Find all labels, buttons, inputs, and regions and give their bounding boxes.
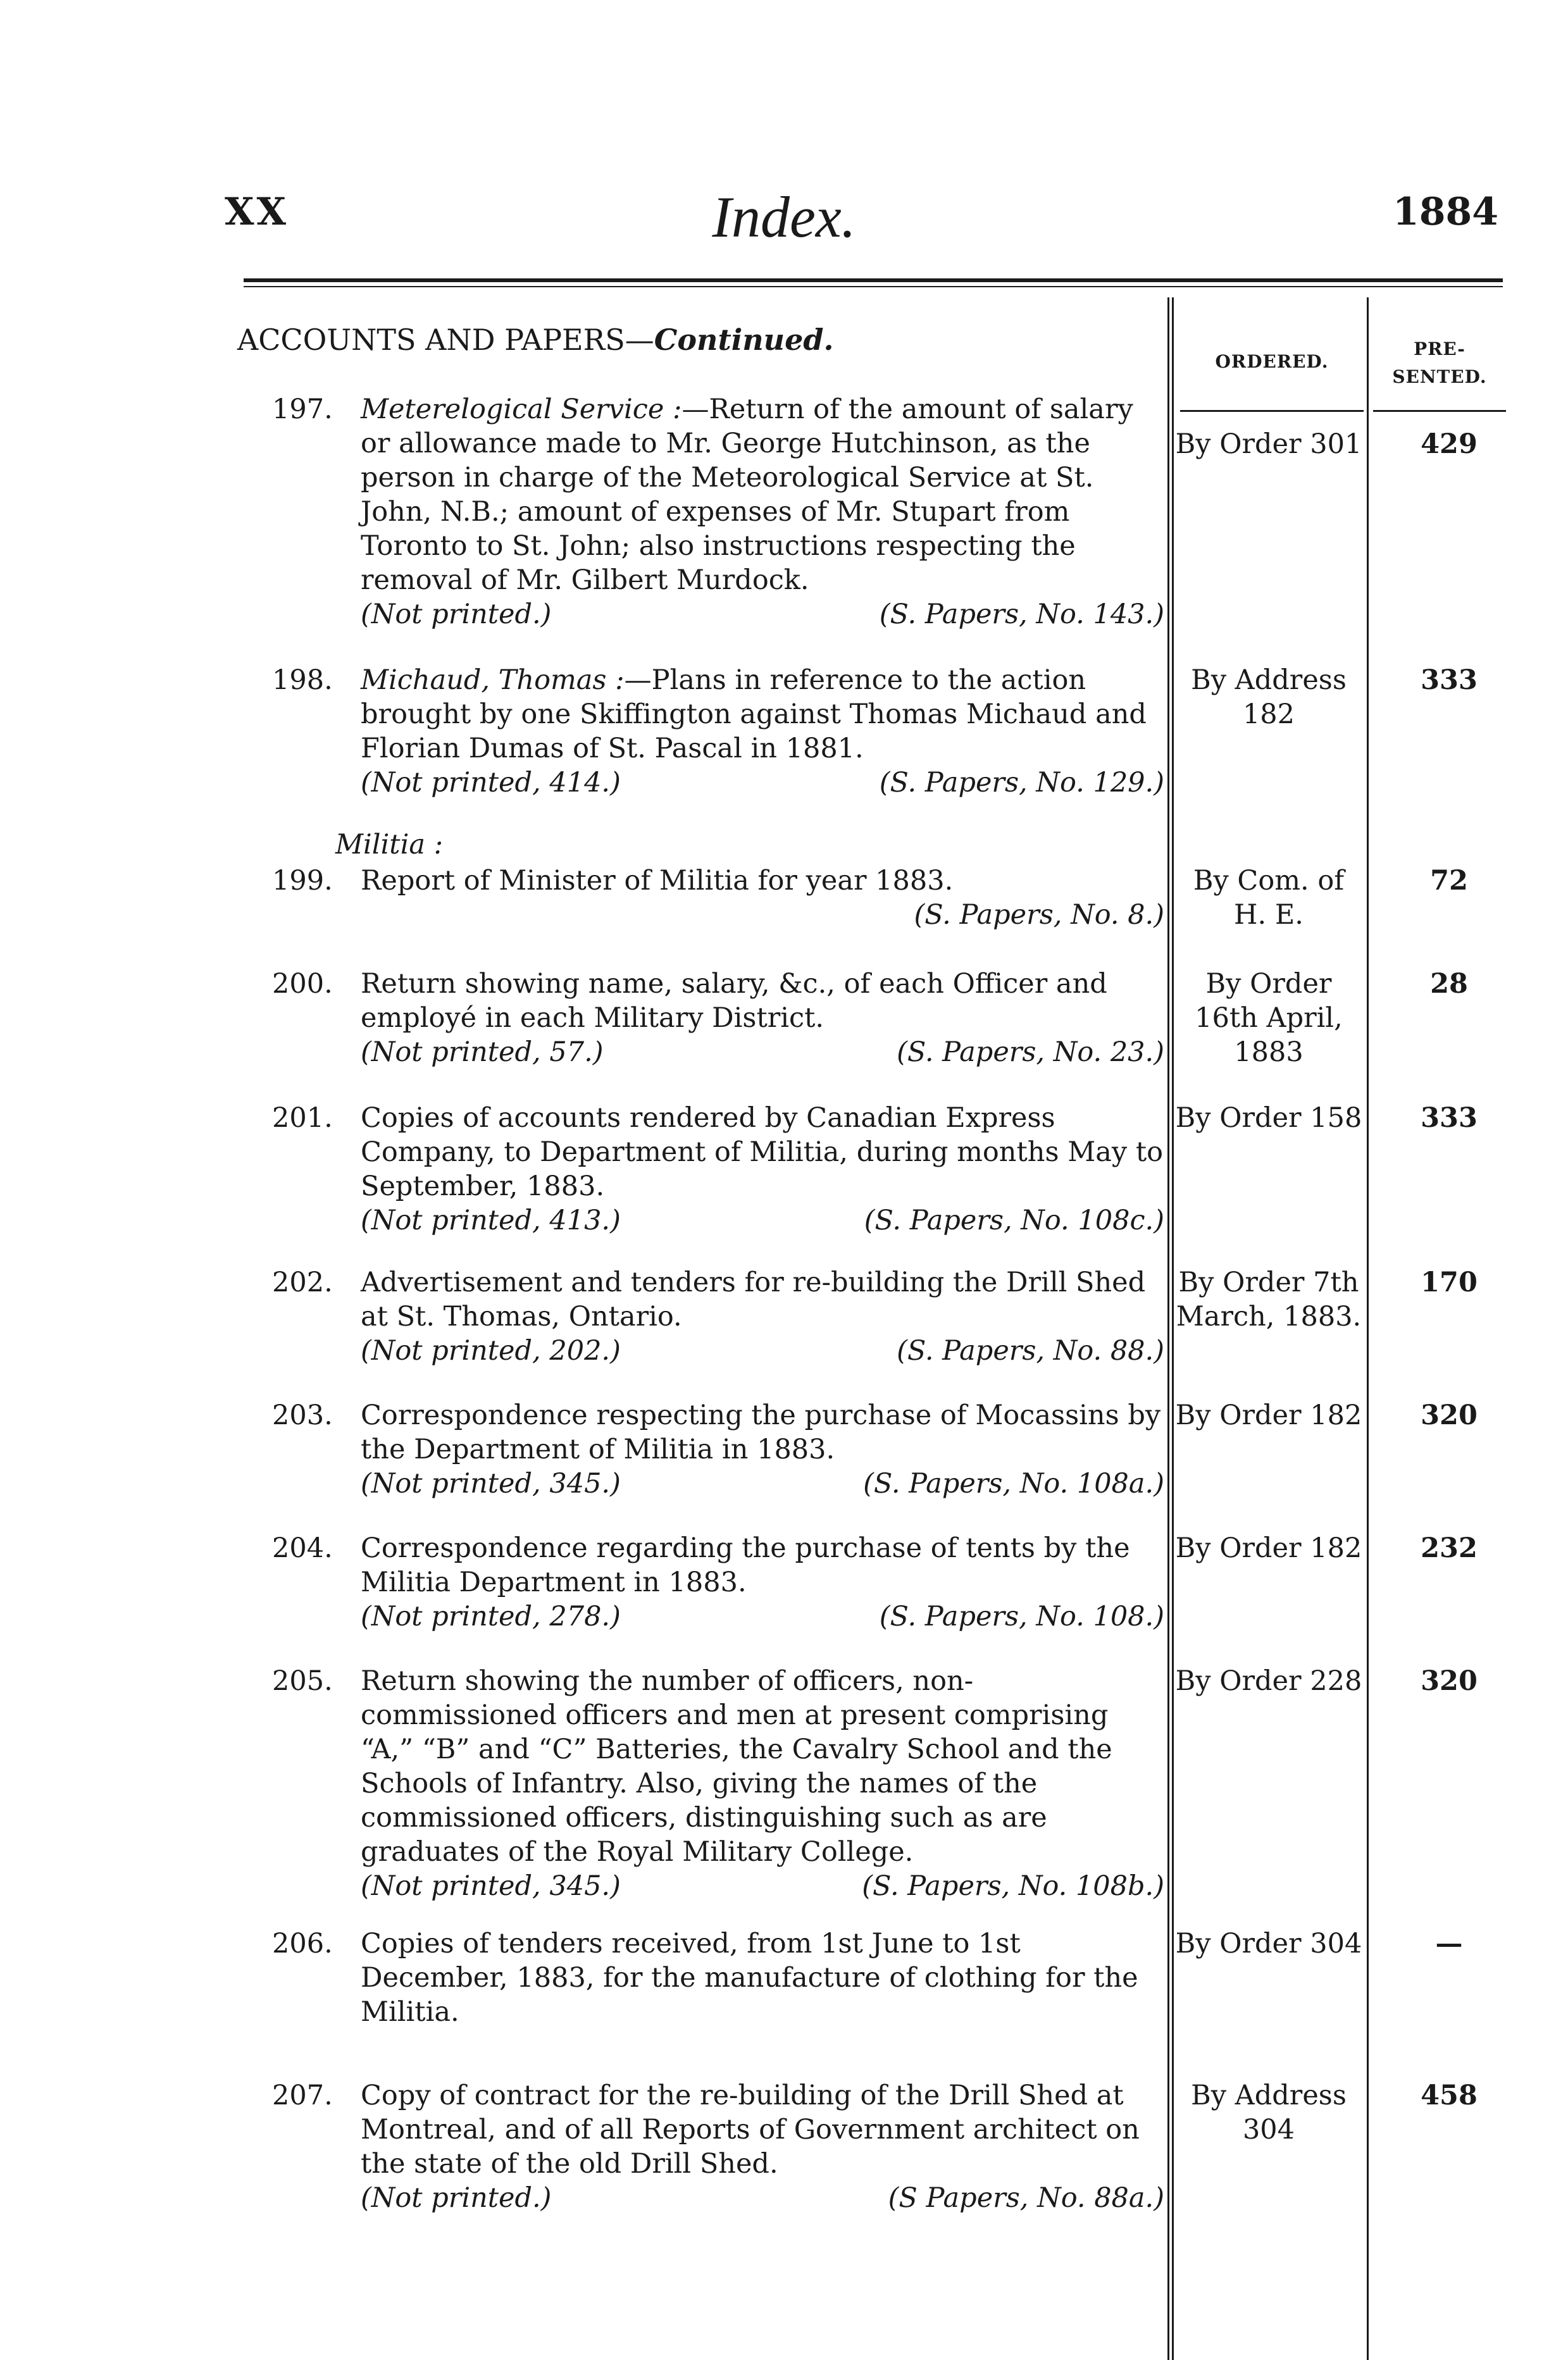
list-item: 204. Correspondence regarding the purchase of tents by the Militia Department in 1883. (Not printed, 278.) (S. Papers, No. 108.) [272, 1532, 1164, 1632]
ordered-column-header: ORDERED. [1215, 351, 1329, 372]
presented-column-header: PRE-SENTED. [1392, 338, 1487, 387]
list-item: 205. Return showing the number of officers, non-commissioned officers and men at present comprising “A,” “B” and “C” Batteries, the Cavalry School and the Schools of Infantry. Also, giving the names of the commissioned officers, distinguishing such as are graduates of the Royal Military College. (Not printed, 345.) (S. Papers, No. 108b.) [272, 1665, 1164, 1902]
presented-header-rule [1373, 410, 1506, 412]
ordered-cell: By Order 158 [1175, 1102, 1362, 1134]
presented-cell: 429 [1421, 428, 1478, 460]
presented-cell: 232 [1421, 1532, 1478, 1564]
presented-cell: — [1435, 1928, 1463, 1959]
presented-cell: 333 [1421, 664, 1478, 696]
column-divider-left-1 [1167, 297, 1169, 2360]
ordered-cell: By Address 182 [1191, 664, 1347, 730]
presented-cell: 28 [1430, 968, 1468, 1000]
ordered-cell: By Order 304 [1175, 1928, 1362, 1959]
list-item: 203. Correspondence respecting the purchase of Mocassins by the Department of Militia in 1883. (Not printed, 345.) (S. Papers, No. 108a.) [272, 1400, 1164, 1500]
section-code: XX [225, 190, 289, 234]
presented-cell: 333 [1421, 1102, 1478, 1134]
ordered-cell: By Order 228 [1175, 1665, 1362, 1697]
list-item: 198. Michaud, Thomas :—Plans in reference to the action brought by one Skiffington against Thomas Michaud and Florian Dumas of St. Pascal in 1881. (Not printed, 414.) (S. Papers, No. 129.) [272, 664, 1164, 798]
list-item: 201. Copies of accounts rendered by Canadian Express Company, to Department of Militia, during months May to September, 1883. (Not printed, 413.) (S. Papers, No. 108c.) [272, 1102, 1164, 1236]
ordered-cell: By Address 304 [1191, 2080, 1347, 2146]
ordered-cell: By Order 16th April, 1883 [1195, 968, 1343, 1068]
list-item: 197. Meterelogical Service :—Return of the amount of salary or allowance made to Mr. George Hutchinson, as the person in charge of the Meteorological Service at St. John, N.B.; amount of expenses of Mr. Stupart from Toronto to St. John; also instructions respecting the removal of Mr. Gilbert Murdock. (Not printed.) (S. Papers, No. 143.) [272, 394, 1164, 630]
header-rule-thick [244, 278, 1503, 282]
page-title: Index. [712, 185, 856, 249]
presented-cell: 170 [1421, 1267, 1478, 1298]
ordered-cell: By Order 182 [1175, 1532, 1362, 1564]
presented-cell: 72 [1430, 865, 1468, 897]
ordered-cell: By Order 182 [1175, 1400, 1362, 1431]
list-item: 200. Return showing name, salary, &c., of each Officer and employé in each Military District. (Not printed, 57.) (S. Papers, No. 23.) [272, 968, 1164, 1068]
list-item: 207. Copy of contract for the re-building of the Drill Shed at Montreal, and of all Reports of Government architect on the state of the old Drill Shed. (Not printed.) (S Papers, No. 88a.) [272, 2080, 1164, 2214]
list-item: 199. Report of Minister of Militia for year 1883. (S. Papers, No. 8.) [272, 865, 1164, 931]
ordered-header-rule [1180, 410, 1364, 412]
section-title: ACCOUNTS AND PAPERS—Continued. [237, 323, 834, 357]
list-item: 206. Copies of tenders received, from 1st June to 1st December, 1883, for the manufacture of clothing for the Militia. [272, 1928, 1138, 2028]
page-header [0, 183, 1568, 253]
ordered-cell: By Com. of H. E. [1193, 865, 1345, 931]
subheading-militia: Militia : [335, 829, 444, 860]
ordered-cell: By Order 7th March, 1883. [1176, 1267, 1362, 1332]
header-rule-thin [244, 286, 1503, 287]
list-item: 202. Advertisement and tenders for re-building the Drill Shed at St. Thomas, Ontario. (Not printed, 202.) (S. Papers, No. 88.) [272, 1267, 1164, 1367]
presented-cell: 320 [1421, 1400, 1478, 1431]
page-year: 1884 [1393, 190, 1498, 234]
presented-cell: 458 [1421, 2080, 1478, 2111]
presented-cell: 320 [1421, 1665, 1478, 1697]
ordered-cell: By Order 301 [1175, 428, 1362, 460]
column-divider-right [1367, 297, 1369, 2360]
